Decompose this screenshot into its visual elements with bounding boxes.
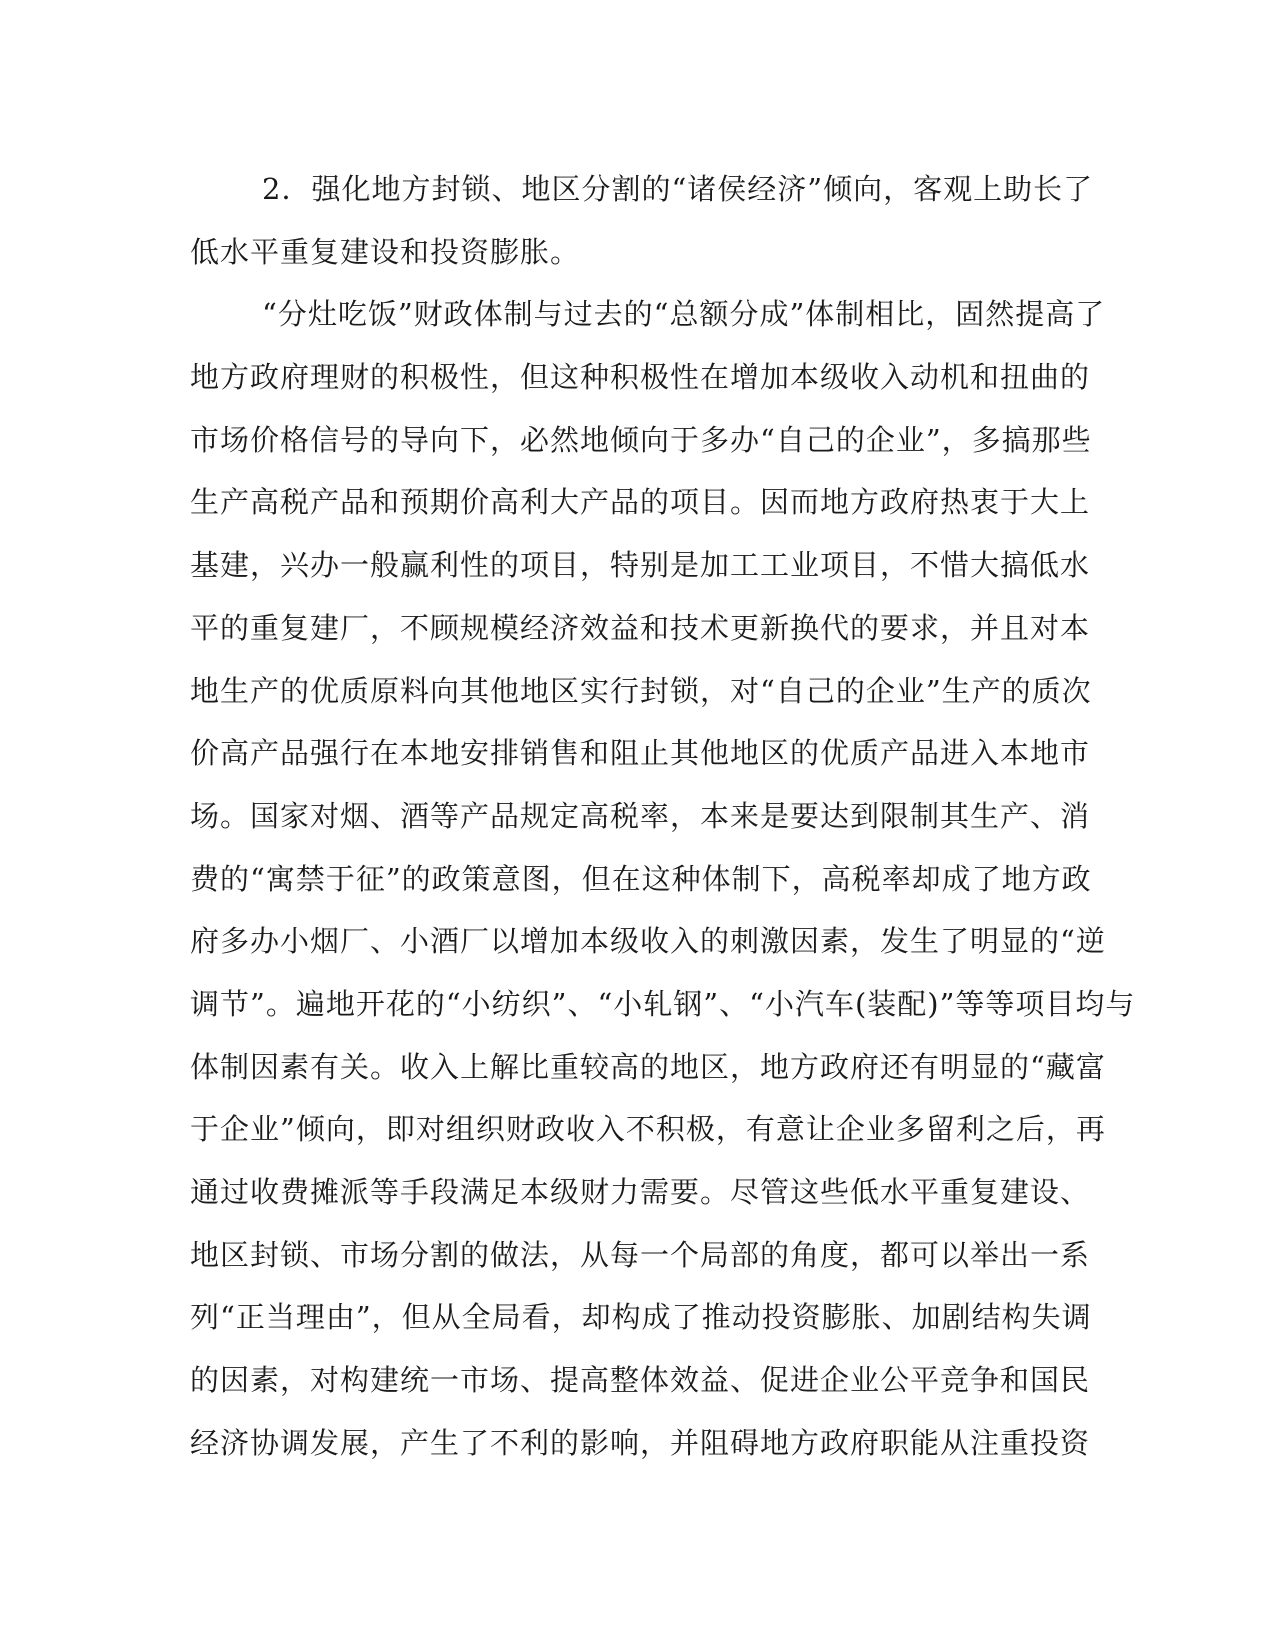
body-line-7: 地生产的优质原料向其他地区实行封锁，对“自己的企业”生产的质次 <box>190 673 1092 708</box>
body-line-17: 列“正当理由”，但从全局看，却构成了推动投资膨胀、加剧结构失调 <box>190 1300 1092 1335</box>
body-line-1: “分灶吃饭”财政体制与过去的“总额分成”体制相比，固然提高了 <box>262 297 1106 332</box>
body-line-2: 地方政府理财的积极性，但这种积极性在增加本级收入动机和扭曲的 <box>190 360 1091 395</box>
body-line-8: 价高产品强行在本地安排销售和阻止其他地区的优质产品进入本地市 <box>190 736 1091 771</box>
body-line-16: 地区封锁、市场分割的做法，从每一个局部的角度，都可以举出一系 <box>190 1237 1091 1272</box>
body-line-11: 府多办小烟厂、小酒厂以增加本级收入的刺激因素，发生了明显的“逆 <box>190 924 1106 959</box>
body-line-4: 生产高税产品和预期价高利大产品的项目。因而地方政府热衷于大上 <box>190 485 1091 520</box>
body-line-18: 的因素，对构建统一市场、提高整体效益、促进企业公平竞争和国民 <box>190 1363 1091 1398</box>
body-line-6: 平的重复建厂，不顾规模经济效益和技术更新换代的要求，并且对本 <box>190 610 1091 645</box>
body-line-13: 体制因素有关。收入上解比重较高的地区，地方政府还有明显的“藏富 <box>190 1049 1106 1084</box>
body-line-19: 经济协调发展，产生了不利的影响，并阻碍地方政府职能从注重投资 <box>190 1425 1091 1460</box>
body-line-3: 市场价格信号的导向下，必然地倾向于多办“自己的企业”，多搞那些 <box>190 422 1092 457</box>
body-line-14: 于企业”倾向，即对组织财政收入不积极，有意让企业多留利之后，再 <box>190 1112 1106 1147</box>
document-text <box>190 158 1136 1474</box>
heading-line-1: 2．强化地方封锁、地区分割的“诸侯经济”倾向，客观上助长了 <box>262 172 1094 206</box>
heading-line-2: 低水平重复建设和投资膨胀。 <box>190 234 581 269</box>
body-line-9: 场。国家对烟、酒等产品规定高税率，本来是要达到限制其生产、消 <box>190 798 1091 833</box>
body-line-5: 基建，兴办一般赢利性的项目，特别是加工工业项目，不惜大搞低水 <box>190 548 1091 583</box>
body-line-10: 费的“寓禁于征”的政策意图，但在这种体制下，高税率却成了地方政 <box>190 861 1092 896</box>
body-line-15: 通过收费摊派等手段满足本级财力需要。尽管这些低水平重复建设、 <box>190 1175 1091 1209</box>
body-line-12: 调节”。遍地开花的“小纺织”、“小轧钢”、“小汽车(装配)”等等项目均与 <box>190 986 1136 1021</box>
